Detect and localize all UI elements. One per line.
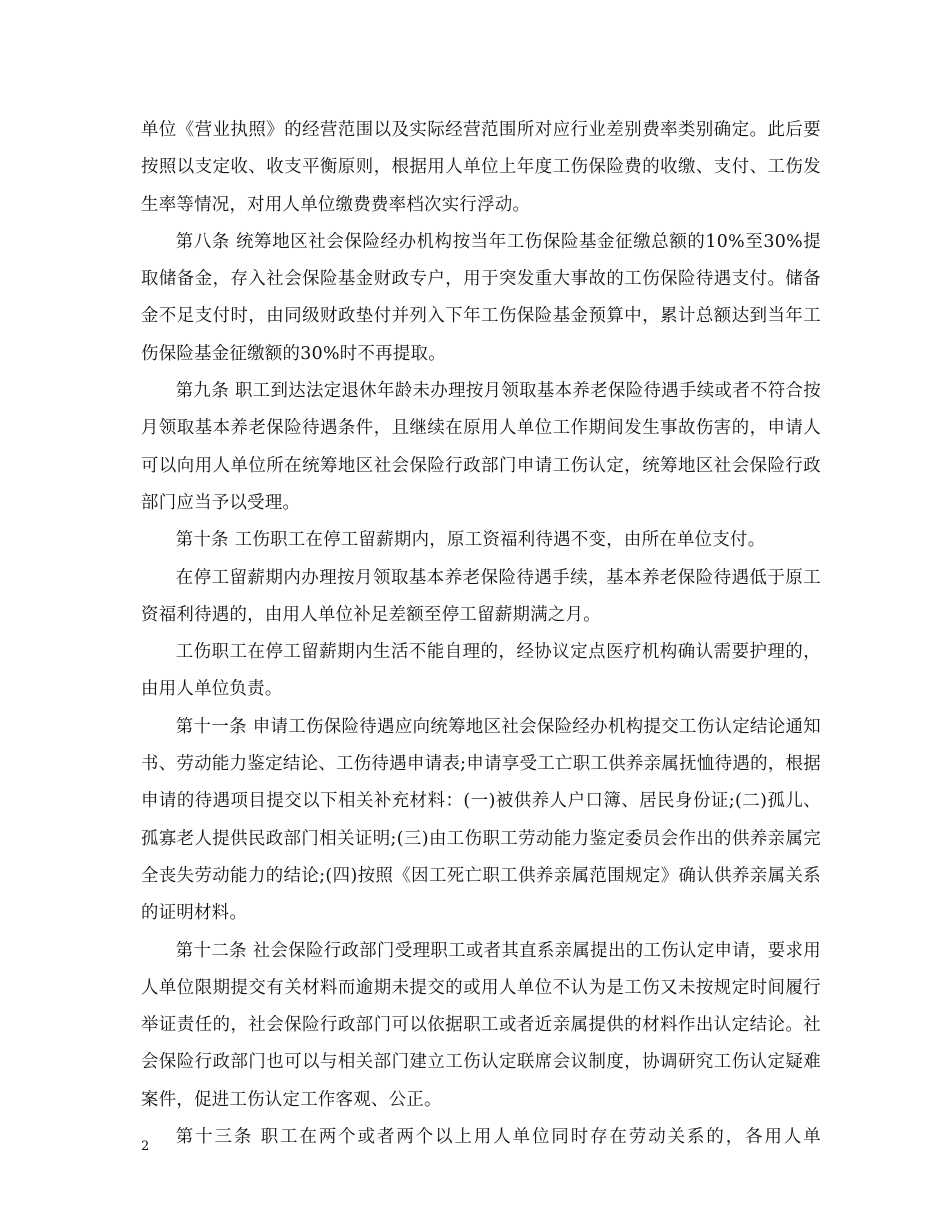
paragraph-article-11: 第十一条 申请工伤保险待遇应向统筹地区社会保险经办机构提交工伤认定结论通知书、劳动能力鉴定结论、工伤待遇申请表;申请享受工亡职工供养亲属抚恤待遇的，根据申请的待遇项目提交以下相关补充材料：(一)被供养人户口簿、居民身份证;(二)孤儿、孤寡老人提供民政部门相关证明;(三)由工伤职工劳动能力鉴定委员会作出的供养亲属完全丧失劳动能力的结论;(四)按照《因工死亡职工供养亲属范围规定》确认供养亲属关系的证明材料。 (141, 716, 821, 924)
document-body (141, 112, 821, 1156)
paragraph-article-12: 第十二条 社会保险行政部门受理职工或者其直系亲属提出的工伤认定申请，要求用人单位限期提交有关材料而逾期未提交的或用人单位不认为是工伤又未按规定时间履行举证责任的，社会保险行政部门可以依据职工或者近亲属提供的材料作出认定结论。社会保险行政部门也可以与相关部门建立工伤认定联席会议制度，协调研究工伤认定疑难案件，促进工伤认定工作客观、公正。 (141, 940, 821, 1110)
paragraph-1: 单位《营业执照》的经营范围以及实际经营范围所对应行业差别费率类别确定。此后要按照以支定收、收支平衡原则，根据用人单位上年度工伤保险费的收缴、支付、工伤发生率等情况，对用人单位缴费费率档次实行浮动。 (141, 120, 821, 215)
page-number: 2 (141, 1139, 150, 1154)
paragraph-article-10: 第十条 工伤职工在停工留薪期内，原工资福利待遇不变，由所在单位支付。 (175, 530, 766, 551)
paragraph-article-10-2: 在停工留薪期内办理按月领取基本养老保险待遇手续，基本养老保险待遇低于原工资福利待遇的，由用人单位补足差额至停工留薪期满之月。 (141, 567, 821, 625)
paragraph-article-13: 第十三条 职工在两个或者两个以上用人单位同时存在劳动关系的，各用人单 (175, 1127, 821, 1148)
paragraph-article-9: 第九条 职工到达法定退休年龄未办理按月领取基本养老保险待遇手续或者不符合按月领取基本养老保险待遇条件，且继续在原用人单位工作期间发生事故伤害的，申请人可以向用人单位所在统筹地区社会保险行政部门申请工伤认定，统筹地区社会保险行政部门应当予以受理。 (141, 381, 821, 513)
paragraph-article-8: 第八条 统筹地区社会保险经办机构按当年工伤保险基金征缴总额的10%至30%提取储备金，存入社会保险基金财政专户，用于突发重大事故的工伤保险待遇支付。储备金不足支付时，由同级财政垫付并列入下年工伤保险基金预算中，累计总额达到当年工伤保险基金征缴额的30%时不再提取。 (141, 231, 821, 364)
paragraph-article-10-3: 工伤职工在停工留薪期内生活不能自理的，经协议定点医疗机构确认需要护理的，由用人单位负责。 (141, 642, 821, 700)
